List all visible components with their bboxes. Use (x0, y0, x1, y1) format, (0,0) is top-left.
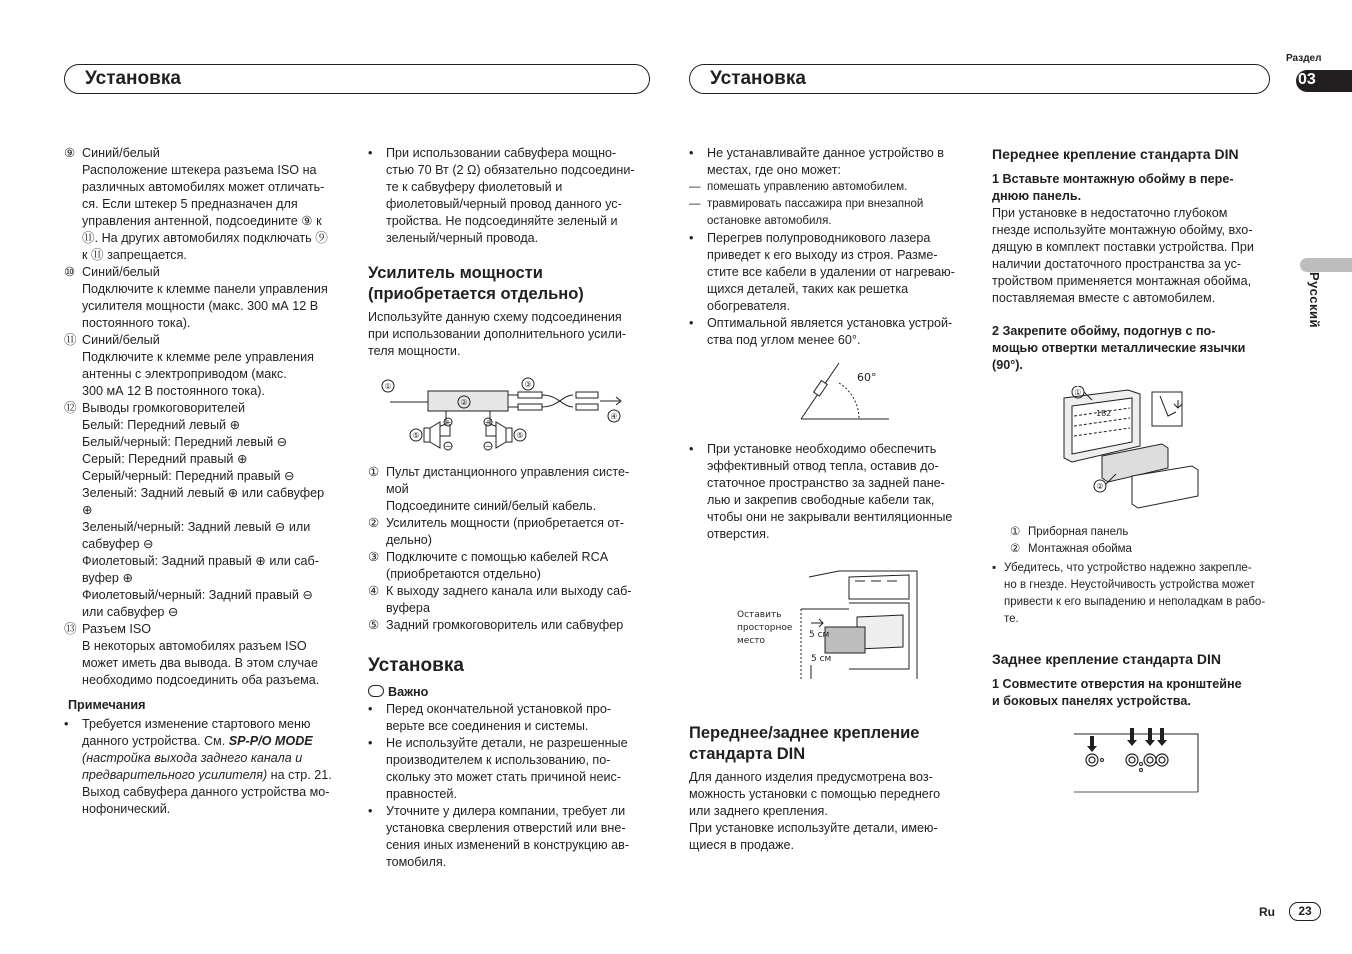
text-line: эффективный отвод тепла, оставив до- (707, 459, 939, 473)
text-line: обогревателя. (707, 299, 790, 313)
item-title: Разъем ISO (82, 622, 152, 636)
legend-line: дельно) (386, 533, 432, 547)
sleeve-diagram (992, 386, 1277, 516)
note-line: предварительного усилителя) (82, 768, 268, 782)
language-tab-bar (1300, 258, 1352, 272)
placement-bullet (689, 145, 974, 179)
item-line: Расположение штекера разъема ISO на (82, 163, 317, 177)
legend-number: ② (1010, 543, 1021, 555)
item-title: Синий/белый (82, 146, 160, 160)
angle-bullet (689, 315, 974, 349)
bullet-line: производителем к использованию, по- (386, 753, 611, 767)
item-line: управления антенной, подсоедините ⑨ к (82, 214, 322, 228)
note-line: нофонический. (82, 802, 171, 816)
legend-item (368, 464, 653, 515)
text-line: Перегрев полупроводникового лазера (707, 231, 931, 245)
text-line: наличии достаточного пространства за ус- (992, 257, 1242, 271)
amp-title-line: Усилитель мощности (368, 264, 543, 282)
left-header (64, 64, 650, 94)
text-line: стью 70 Вт (2 Ω) обязательно подсоедини- (386, 163, 635, 177)
text-line: но в гнезде. Неустойчивость устройства может (1004, 579, 1255, 591)
text-line: травмировать пассажира при внезапной (707, 198, 924, 210)
section-label: Раздел (1286, 53, 1322, 64)
text-line: (90°). (992, 358, 1023, 372)
subwoofer-bullet (368, 145, 653, 247)
dash-item (689, 179, 974, 196)
item-number: ⑨ (64, 146, 76, 160)
dim-label: 182 (1096, 409, 1112, 418)
note-line: (настройка выхода заднего канала и (82, 751, 303, 765)
note-bullet (64, 716, 354, 818)
diagram-label: ⑤ (412, 431, 420, 440)
text-line: при использовании дополнительного усили- (368, 327, 627, 341)
item-line: к ⑪ запрещается. (82, 248, 187, 262)
text-line: те. (1004, 613, 1019, 625)
minus-sign: − (444, 442, 452, 451)
text-line: щиеся в продаже. (689, 838, 795, 852)
bullet-line: правностей. (386, 787, 457, 801)
dash-item (689, 196, 974, 230)
note-bold: SP-P/O MODE (228, 734, 313, 748)
text-line: или заднего крепления. (689, 804, 828, 818)
item-line: или сабвуфер ⊖ (82, 605, 179, 619)
text-line: ства под углом менее 60°. (707, 333, 861, 347)
column-3 (689, 145, 974, 854)
legend-line: Задний громкоговоритель или сабвуфер (386, 618, 624, 632)
din-title-line: Переднее/заднее крепление (689, 724, 920, 742)
note-line: Выход сабвуфера данного устройства мо- (82, 785, 330, 799)
text-line: щихся деталей, таких как решетка (707, 282, 909, 296)
step-1 (992, 171, 1282, 205)
diagram-label: ① (384, 382, 392, 391)
bullet-line: скольку это может стать причиной неис- (386, 770, 622, 784)
rear-mount-diagram (992, 720, 1277, 800)
wire-item (64, 332, 354, 400)
laser-bullet (689, 230, 974, 315)
note-item (992, 560, 1282, 628)
fig-label: ① (1074, 388, 1082, 397)
legend-text: Приборная панель (1028, 526, 1129, 538)
cm-label: 5 см (809, 630, 830, 640)
diagram-label: ② (460, 398, 468, 407)
item-line: Фиолетовый: Задний правый ⊕ или саб- (82, 554, 319, 568)
legend-number: ① (1010, 526, 1021, 538)
text-line: местах, где оно может: (707, 163, 842, 177)
step-1-text (992, 205, 1282, 307)
space-label-line: место (737, 636, 766, 646)
bullet-line: томобиля. (386, 855, 447, 869)
text-line: теля мощности. (368, 344, 461, 358)
bullet-line: • Перед окончательной установкой про- (386, 702, 612, 716)
legend-text: Монтажная обойма (1028, 543, 1132, 555)
language-tab-label: Русский (1307, 272, 1322, 329)
text-line: можность установки с помощью переднего (689, 787, 941, 801)
note-line: данного устройства. См. (82, 734, 229, 748)
important-bullet (368, 735, 653, 803)
item-number: ⑬ (64, 622, 77, 636)
item-line: необходимо подсоединить оба разъема. (82, 673, 320, 687)
amplifier-diagram (368, 366, 638, 458)
item-title: Синий/белый (82, 333, 160, 347)
item-title: Синий/белый (82, 265, 160, 279)
important-bullet (368, 701, 653, 735)
item-line: постоянного тока). (82, 316, 191, 330)
text-line: При использовании сабвуфера мощно- (386, 146, 617, 160)
legend-line: Подключите с помощью кабелей RCA (386, 550, 609, 564)
amp-legend (368, 464, 653, 634)
item-line: различных автомобилях может отличать- (82, 180, 325, 194)
din-title (689, 723, 974, 765)
footer-lang: Ru (1259, 905, 1275, 919)
legend-line: мой (386, 482, 409, 496)
amp-title (368, 263, 653, 305)
angle-label: 60° (857, 371, 877, 384)
item-number: ⑫ (64, 401, 77, 415)
din-title-line: стандарта DIN (689, 745, 806, 763)
space-diagram (689, 569, 974, 689)
bullet-line: верьте все соединения и системы. (386, 719, 589, 733)
text-line: те к сабвуферу фиолетовый и (386, 180, 563, 194)
text-line: гнезде используйте монтажную обойму, вхо- (992, 223, 1253, 237)
item-line: антенны с электроприводом (макс. (82, 367, 287, 381)
text-line: Не устанавливайте данное устройство в (707, 146, 944, 160)
item-line: Зеленый/черный: Задний левый ⊖ или (82, 520, 311, 534)
text-line: дящую в комплект поставки устройства. При (992, 240, 1254, 254)
front-din-title: Переднее крепление стандарта DIN (992, 146, 1239, 162)
notes-title: Примечания (68, 698, 146, 712)
wire-item (64, 145, 354, 264)
item-line: Зеленый: Задний левый ⊕ или сабвуфер (82, 486, 325, 500)
item-number: ⑩ (64, 265, 76, 279)
item-line: Серый: Передний правый ⊕ (82, 452, 248, 466)
item-line: В некоторых автомобилях разъем ISO (82, 639, 307, 653)
fig-label: ② (1096, 482, 1104, 491)
text-line: тройства. Не подсоединяйте зеленый и (386, 214, 618, 228)
text-line: стите все кабели в удалении от нагреваю- (707, 265, 955, 279)
text-line: мощью отвертки металлические язычки (992, 341, 1246, 355)
text-line: фиолетовый/черный провод данного ус- (386, 197, 622, 211)
item-line: 300 мА 12 В постоянного тока). (82, 384, 265, 398)
item-line: вуфер ⊕ (82, 571, 133, 585)
item-line: Подключите к клемме панели управления (82, 282, 328, 296)
right-header (689, 64, 1270, 94)
important-bullets (368, 701, 653, 871)
text-line: 2 Закрепите обойму, подогнув с по- (992, 324, 1216, 338)
text-line: и боковых панелях устройства. (992, 694, 1191, 708)
section-number: 03 (1298, 71, 1316, 88)
item-number: ⑪ (64, 333, 77, 347)
right-header-title: Установка (710, 68, 806, 89)
legend-number: ③ (368, 550, 380, 564)
bullet-line: сения иных изменений в конструкцию ав- (386, 838, 630, 852)
item-line: ⑪. На других автомобилях подключать ⑨ (82, 231, 328, 245)
bullet-line: • Уточните у дилера компании, требует ли (386, 804, 626, 818)
minus-sign: − (484, 442, 492, 451)
rear-step-1 (992, 676, 1282, 710)
legend-item (368, 583, 653, 617)
text-line: Убедитесь, что устройство надежно закрепле- (1004, 562, 1252, 574)
column-2 (368, 145, 653, 871)
legend-line: К выходу заднего канала или выходу саб- (386, 584, 632, 598)
important-icon (368, 685, 384, 697)
page-number: 23 (1289, 902, 1321, 921)
legend-item (368, 515, 653, 549)
text-line: Используйте данную схему подсоединения (368, 310, 622, 324)
text-line: статочное пространство за задней пане- (707, 476, 945, 490)
din-text (689, 769, 974, 854)
legend-number: ⑤ (368, 618, 380, 632)
text-line: лью и закрепив свободные кабели так, (707, 493, 935, 507)
diagram-label: ⑤ (516, 431, 524, 440)
wire-list (64, 145, 354, 689)
space-label-line: просторное (737, 623, 793, 633)
amp-text (368, 309, 653, 360)
item-line: Серый/черный: Передний правый ⊖ (82, 469, 295, 483)
legend-line: Усилитель мощности (приобретается от- (386, 516, 625, 530)
legend-line: вуфера (386, 601, 430, 615)
note-line: на стр. 21. (267, 768, 332, 782)
cm-label: 5 см (811, 654, 832, 664)
legend-number: ① (368, 465, 380, 479)
item-line: усилителя мощности (макс. 300 мА 12 В (82, 299, 319, 313)
text-line: чтобы они не закрывали вентиляционные (707, 510, 953, 524)
item-title: Выводы громкоговорителей (82, 401, 246, 415)
column-1 (64, 145, 354, 818)
legend-line: Подсоедините синий/белый кабель. (386, 499, 597, 513)
rear-din-title: Заднее крепление стандарта DIN (992, 651, 1221, 667)
diagram-label: ④ (610, 412, 618, 421)
legend-item (1010, 541, 1282, 558)
plus-sign: + (444, 418, 452, 427)
legend-item (368, 617, 653, 634)
wire-item (64, 400, 354, 621)
text-line: помешать управлению автомобилем. (707, 181, 908, 193)
text-line: тройством применяется монтажная обойма, (992, 274, 1252, 288)
item-line: Белый: Передний левый ⊕ (82, 418, 241, 432)
wire-item (64, 264, 354, 332)
important-bullet (368, 803, 653, 871)
legend-line: (приобретаются отдельно) (386, 567, 541, 581)
text-line: Оптимальной является установка устрой- (707, 316, 953, 330)
text-line: зеленый/черный провода. (386, 231, 539, 245)
text-line: остановке автомобиля. (707, 215, 832, 227)
legend-item (1010, 524, 1282, 541)
text-line: При установке в недостаточно глубоком (992, 206, 1228, 220)
text-line: привести к его выпадению и неполадкам в рабо- (1004, 596, 1266, 608)
bullet-line: установка сверления отверстий или вне- (386, 821, 626, 835)
item-line: Белый/черный: Передний левый ⊖ (82, 435, 288, 449)
text-line: 1 Совместите отверстия на кронштейне (992, 677, 1242, 691)
text-line: поставляемая вместе с автомобилем. (992, 291, 1216, 305)
item-line: может иметь два вывода. В этом случае (82, 656, 319, 670)
step-2 (992, 323, 1282, 374)
text-line: отверстия. (707, 527, 770, 541)
angle-diagram (689, 355, 974, 429)
diagram-label: ③ (524, 380, 532, 389)
legend-item (368, 549, 653, 583)
legend-number: ④ (368, 584, 380, 598)
legend-number: ② (368, 516, 380, 530)
sleeve-legend (992, 524, 1282, 558)
text-line: приведет к его выходу из строя. Разме- (707, 248, 938, 262)
text-line: При установке используйте детали, имею- (689, 821, 938, 835)
item-line: ⊕ (82, 503, 93, 517)
item-line: ся. Если штекер 5 предназначен для (82, 197, 298, 211)
amp-title-line: (приобретается отдельно) (368, 285, 584, 303)
column-4 (992, 145, 1282, 800)
legend-line: Пульт дистанционного управления систе- (386, 465, 630, 479)
install-title: Установка (368, 655, 464, 676)
space-label-line: Оставить (737, 610, 782, 620)
wire-item (64, 621, 354, 689)
important-label (368, 684, 653, 701)
plus-sign: + (484, 418, 492, 427)
text-line: При установке необходимо обеспечить (707, 442, 937, 456)
text-line: Для данного изделия предусмотрена воз- (689, 770, 933, 784)
item-line: Подключите к клемме реле управления (82, 350, 314, 364)
text-line: днюю панель. (992, 189, 1082, 203)
left-header-title: Установка (85, 68, 181, 89)
heat-bullet (689, 441, 974, 543)
note-line: Требуется изменение стартового меню (82, 717, 311, 731)
bullet-line: • Не используйте детали, не разрешенные (386, 736, 628, 750)
item-line: сабвуфер ⊖ (82, 537, 154, 551)
important-text: Важно (388, 685, 429, 699)
item-line: Фиолетовый/черный: Задний правый ⊖ (82, 588, 313, 602)
text-line: 1 Вставьте монтажную обойму в пере- (992, 172, 1234, 186)
